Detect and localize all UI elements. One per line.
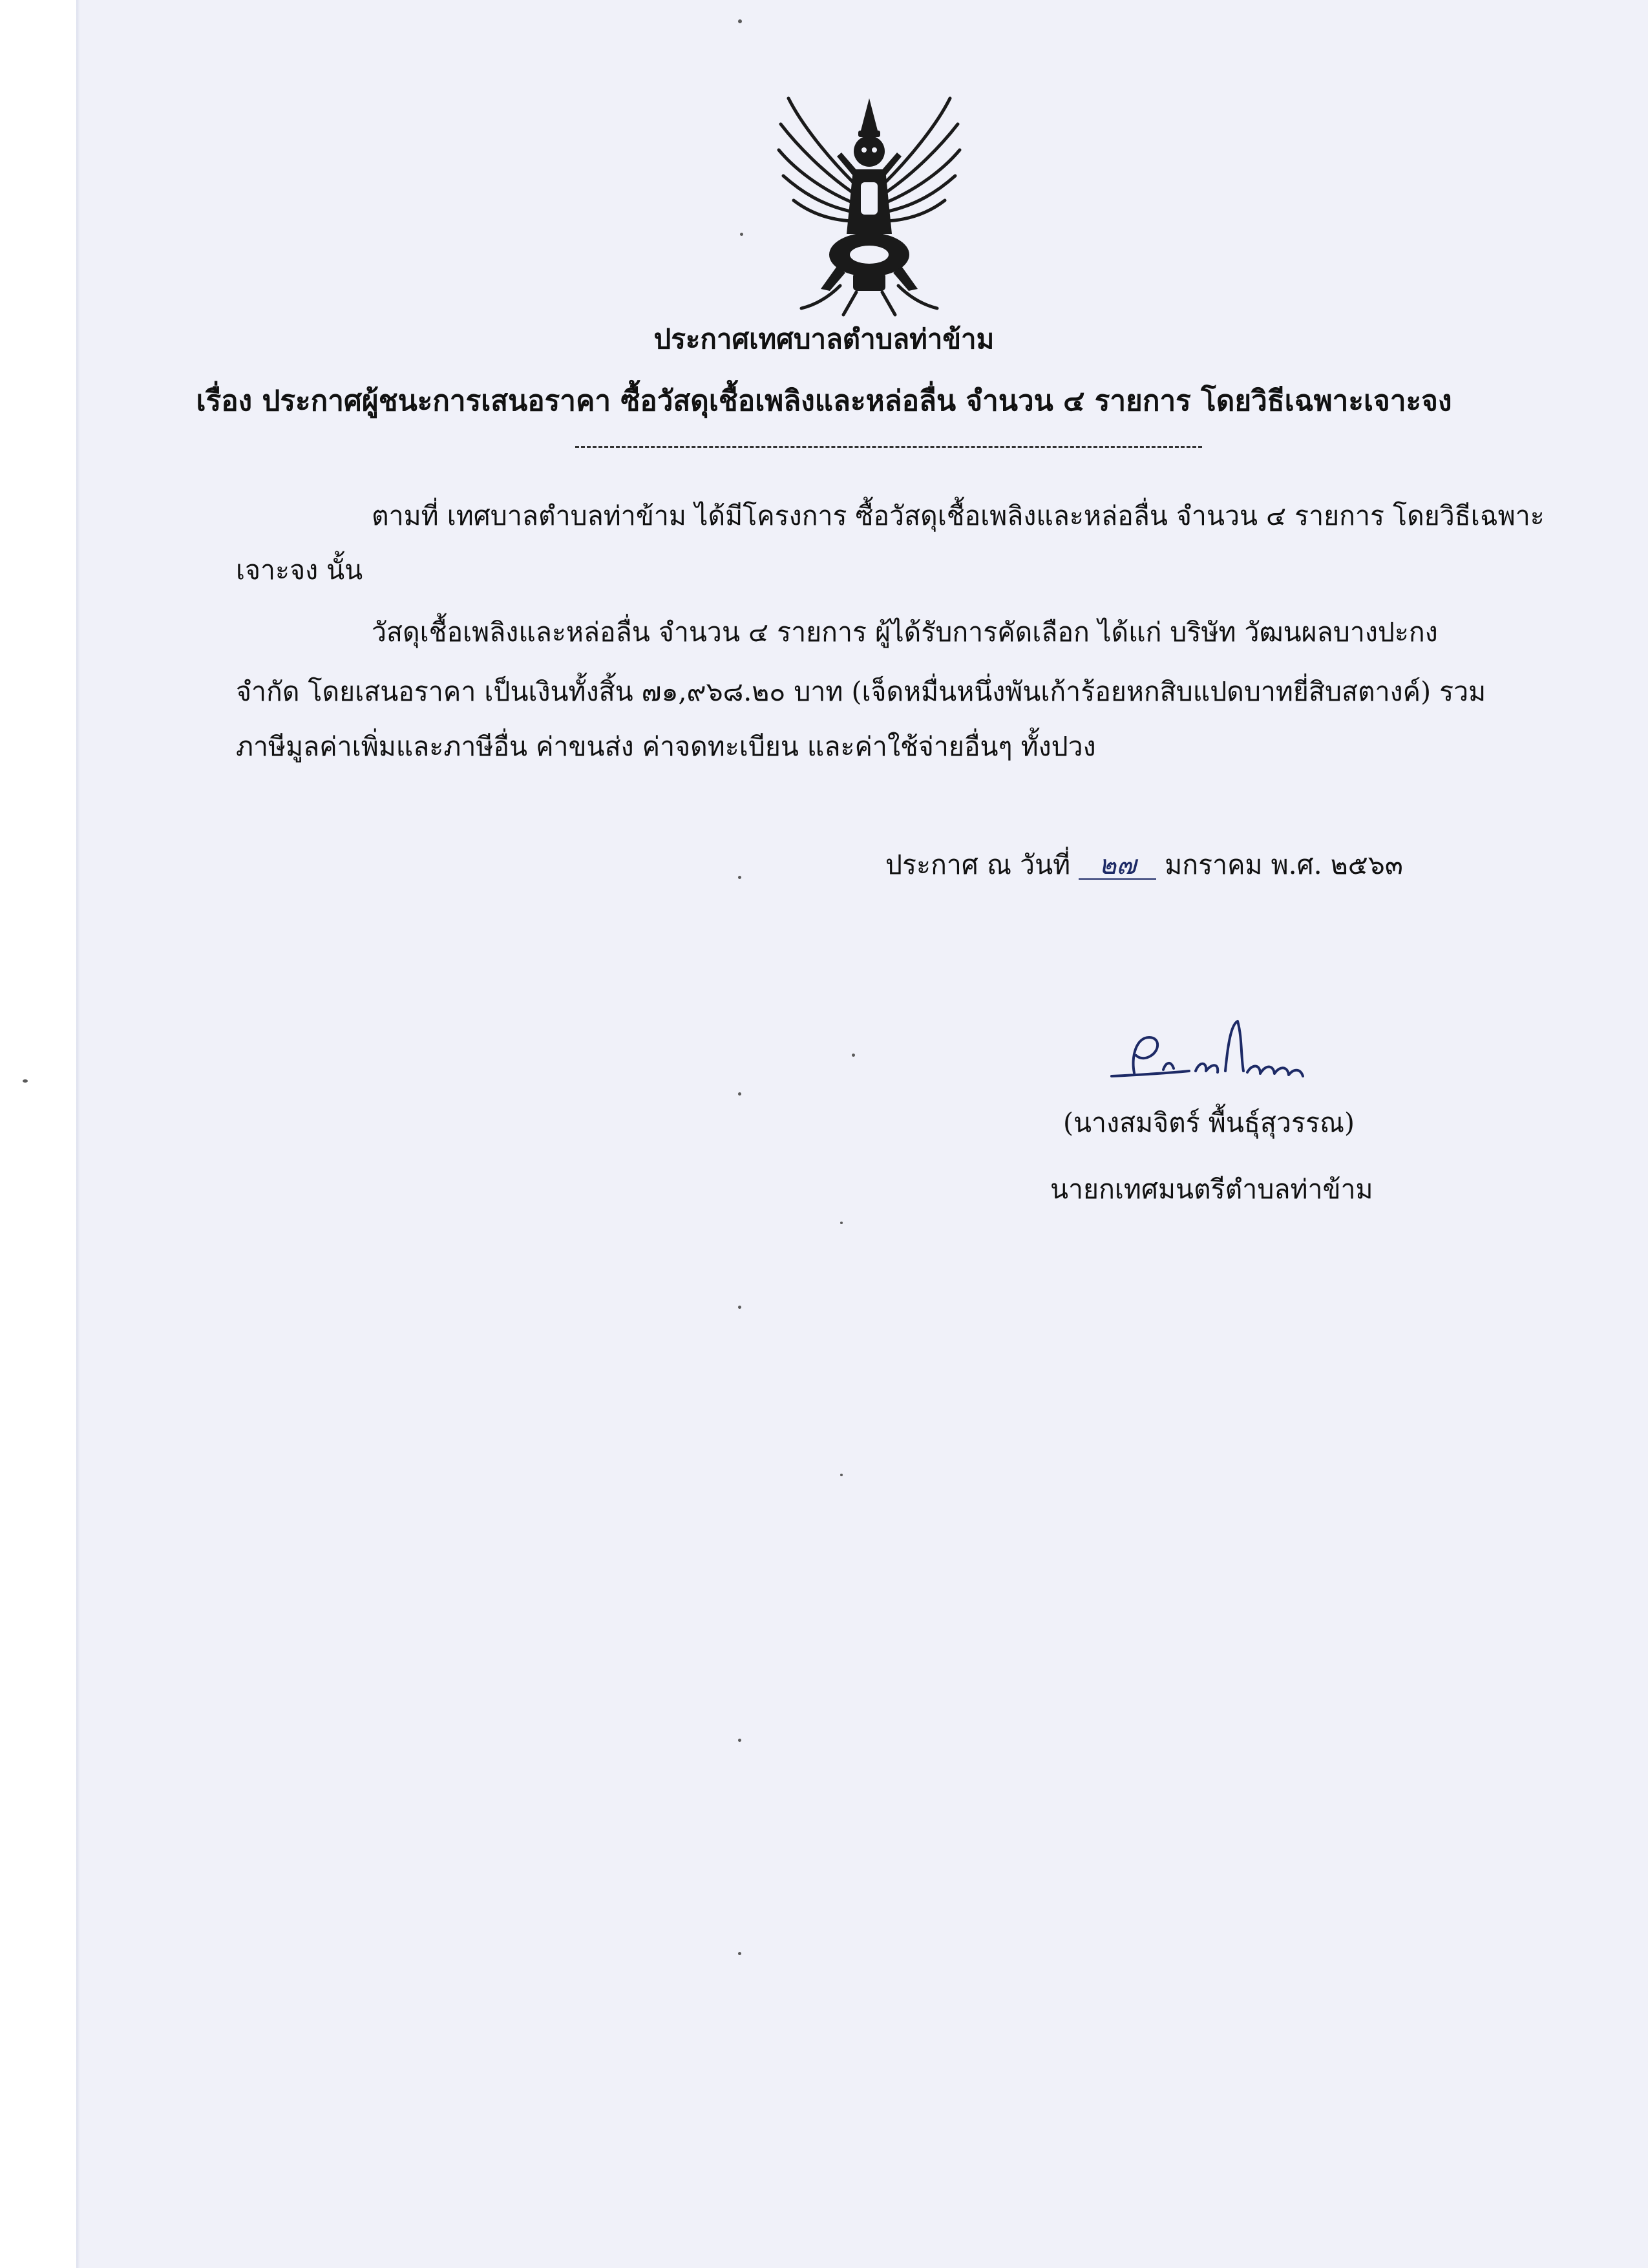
dashed-divider <box>575 446 1202 448</box>
body-line-4: จำกัด โดยเสนอราคา เป็นเงินทั้งสิ้น ๗๑,๙๖๘.๒๐ บาท (เจ็ดหมื่นหนึ่งพันเก้าร้อยหกสิบแปดบาทยี่สิบสตางค์) รวม <box>236 676 1486 707</box>
scan-speck <box>738 876 741 879</box>
scan-speck <box>740 233 743 236</box>
signatory-name: (นางสมจิตร์ พื้นธุ์สุวรรณ) <box>1063 1107 1355 1138</box>
date-prefix: ประกาศ ณ วันที่ <box>885 849 1071 880</box>
scan-speck <box>852 1054 855 1057</box>
body-line-2: เจาะจง นั้น <box>236 555 363 586</box>
announcement-subject: เรื่อง ประกาศผู้ชนะการเสนอราคา ซื้อวัสดุเชื้อเพลิงและหล่อลื่น จำนวน ๔ รายการ โดยวิธีเฉพาะเจาะจง <box>196 385 1452 418</box>
date-day-handwritten: ๒๗ <box>1079 852 1156 880</box>
signatory-position: นายกเทศมนตรีตำบลท่าข้าม <box>1050 1174 1373 1205</box>
announcement-date <box>885 849 1403 880</box>
scan-speck <box>23 1079 28 1083</box>
scan-speck <box>840 1222 843 1224</box>
announcement-title: ประกาศเทศบาลตำบลท่าข้าม <box>653 323 995 355</box>
scan-speck <box>840 1474 843 1476</box>
body-line-1: ตามที่ เทศบาลตำบลท่าข้าม ได้มีโครงการ ซื้อวัสดุเชื้อเพลิงและหล่อลื่น จำนวน ๔ รายการ โดยวิธีเฉพาะ <box>372 500 1545 531</box>
body-line-3: วัสดุเชื้อเพลิงและหล่อลื่น จำนวน ๔ รายการ ผู้ได้รับการคัดเลือก ได้แก่ บริษัท วัฒนผลบางปะกง <box>372 617 1438 648</box>
body-line-5: ภาษีมูลค่าเพิ่มและภาษีอื่น ค่าขนส่ง ค่าจดทะเบียน และค่าใช้จ่ายอื่นๆ ทั้งปวง <box>236 731 1096 762</box>
signature-icon <box>1099 1012 1331 1089</box>
scan-speck <box>738 1952 741 1955</box>
scan-speck <box>738 19 742 23</box>
garuda-emblem-icon <box>776 85 963 318</box>
scan-speck <box>738 1092 741 1096</box>
scan-speck <box>738 1306 741 1309</box>
scan-speck <box>738 1739 741 1742</box>
date-month-year: มกราคม พ.ศ. ๒๕๖๓ <box>1165 849 1403 880</box>
